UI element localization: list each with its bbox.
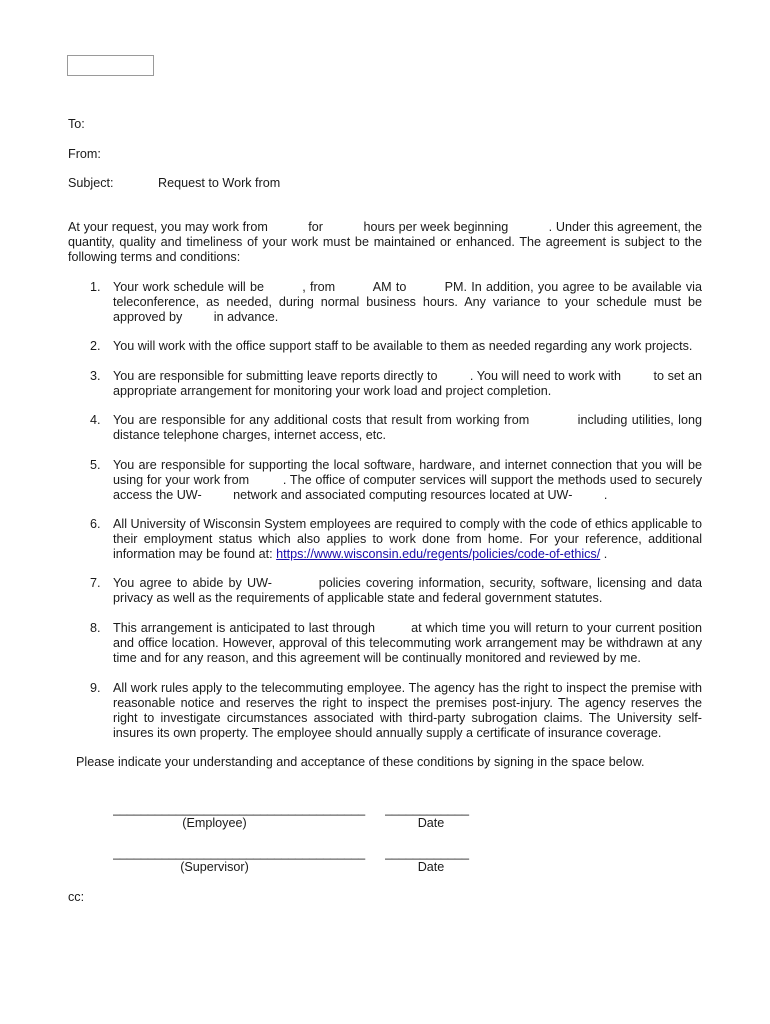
intro-paragraph: At your request, you may work from for hours per week beginning . Under this agreement, the quantity, quality and timeliness of your work must be maintained or enhanced. The agreement is subject to the following terms and conditions: (68, 220, 702, 264)
header-input-box[interactable] (67, 55, 154, 76)
term-9-text: All work rules apply to the telecommuting employee. The agency has the right to inspect the premise with reasonable notice and reserves the right to inspect the premises post-injury. The agency reserves the right to investigate circumstances associated with third-party subrogation claims. The University self-insures its own property. The employee should annually supply a certificate of insurance coverage. (113, 681, 702, 740)
to-label: To: (68, 117, 85, 131)
term-1-text: Your work schedule will be , from AM to PM. In addition, you agree to be available via teleconference, as needed, during normal business hours. Any variance to your schedule must be approved by in advance. (113, 280, 702, 324)
term-number: 1. (90, 280, 101, 294)
term-number: 6. (90, 517, 101, 531)
term-number: 9. (90, 681, 101, 695)
term-number: 8. (90, 621, 101, 635)
employee-label: (Employee) (182, 816, 247, 830)
employee-date-line[interactable]: ____________ (385, 802, 470, 816)
supervisor-label: (Supervisor) (180, 860, 249, 874)
employee-date-label: Date (417, 816, 445, 830)
term-7-text: You agree to abide by UW- policies covering information, security, software, licensing and data privacy as well as the requirements of applicable state and federal government statutes. (113, 576, 702, 605)
term-number: 5. (90, 458, 101, 472)
subject-value: Request to Work from (158, 176, 281, 190)
term-6-paragraph (113, 517, 702, 562)
term-4-text: You are responsible for any additional costs that result from working from including utilities, long distance telephone charges, internet access, etc. (113, 413, 702, 442)
ethics-link[interactable]: https://www.wisconsin.edu/regents/policies/code-of-ethics/ (276, 547, 601, 561)
supervisor-date-line[interactable]: ____________ (385, 846, 470, 860)
term-number: 4. (90, 413, 101, 427)
supervisor-date-label: Date (417, 860, 445, 874)
employee-signature-line[interactable]: ____________________________________ (113, 802, 366, 816)
term-number: 3. (90, 369, 101, 383)
supervisor-signature-line[interactable]: ____________________________________ (113, 846, 366, 860)
term-number: 7. (90, 576, 101, 590)
term-3-text: You are responsible for submitting leave reports directly to . You will need to work with to set an appropriate arrangement for monitoring your work load and project completion. (113, 369, 702, 398)
term-number: 2. (90, 339, 101, 353)
from-label: From: (68, 147, 101, 161)
term-6-tail: . (600, 547, 608, 561)
subject-label: Subject: (68, 176, 114, 190)
term-2-text: You will work with the office support staff to be available to them as needed regarding any work projects. (113, 339, 693, 353)
term-5-text: You are responsible for supporting the local software, hardware, and internet connection that you will be using for your work from . The office of computer services will support the methods used to securely access the UW- network and associated computing resources located at UW- . (113, 458, 702, 502)
cc-label: cc: (68, 890, 85, 904)
term-6-text: All University of Wisconsin System employees are required to comply with the code of ethics applicable to their employment status which also applies to work done from home. For your reference, additional information may be found at: (113, 517, 702, 561)
acceptance-text: Please indicate your understanding and acceptance of these conditions by signing in the space below. (76, 755, 645, 769)
term-8-text: This arrangement is anticipated to last through at which time you will return to your current position and office location. However, approval of this telecommuting work arrangement may be withdrawn at any time and for any reason, and this agreement will be continually monitored and reviewed by me. (113, 621, 702, 665)
